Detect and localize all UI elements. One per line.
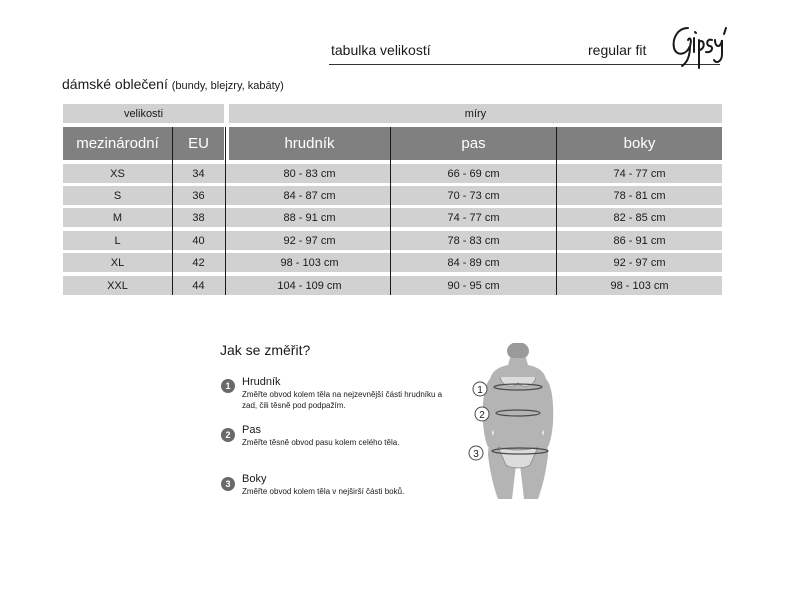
cell-size: M xyxy=(112,211,123,224)
column-separator xyxy=(390,127,391,295)
cell-size: XS xyxy=(110,167,125,180)
column-separator xyxy=(172,127,173,295)
table-row xyxy=(63,253,722,272)
step-description: Změřte obvod kolem těla na nejzevnější části hrudníku a zad, čili těsně pod podpažím. xyxy=(242,390,443,410)
cell-waist: 78 - 83 cm xyxy=(447,234,500,247)
figure-marker-2: 2 xyxy=(479,410,485,421)
cell-waist: 84 - 89 cm xyxy=(447,256,500,269)
step-name: Boky xyxy=(242,473,267,485)
cell-chest: 80 - 83 cm xyxy=(283,167,336,180)
cell-size: XXL xyxy=(107,279,128,292)
column-header-hips: boky xyxy=(557,127,722,160)
column-separator xyxy=(556,127,557,295)
column-header-international: mezinárodní xyxy=(63,127,172,160)
step-name: Hrudník xyxy=(242,376,281,388)
table-row xyxy=(63,186,722,205)
column-separator xyxy=(225,127,226,295)
cell-hips: 92 - 97 cm xyxy=(613,256,666,269)
table-row xyxy=(63,231,722,250)
cell-eu: 36 xyxy=(192,189,205,202)
cell-waist: 66 - 69 cm xyxy=(447,167,500,180)
group-header-sizes: velikosti xyxy=(63,104,224,123)
cell-hips: 74 - 77 cm xyxy=(613,167,666,180)
gipsy-logo xyxy=(668,22,728,70)
table-row xyxy=(63,276,722,295)
cell-hips: 82 - 85 cm xyxy=(613,211,666,224)
header-divider xyxy=(329,64,720,65)
step-number-badge: 3 xyxy=(221,477,235,491)
cell-waist: 70 - 73 cm xyxy=(447,189,500,202)
cell-eu: 38 xyxy=(192,211,205,224)
cell-chest: 98 - 103 cm xyxy=(280,256,339,269)
step-number-badge: 2 xyxy=(221,428,235,442)
category-note: (bundy, blejzry, kabáty) xyxy=(171,80,284,92)
page-title: tabulka velikostí xyxy=(331,42,431,58)
cell-chest: 104 - 109 cm xyxy=(277,279,342,292)
column-header-waist: pas xyxy=(391,127,556,160)
table-row xyxy=(63,164,722,183)
cell-hips: 86 - 91 cm xyxy=(613,234,666,247)
cell-chest: 92 - 97 cm xyxy=(283,234,336,247)
section-subtitle xyxy=(62,76,284,92)
column-header-chest: hrudník xyxy=(229,127,390,160)
step-description: Změřte obvod kolem těla v nejširší části boků. xyxy=(242,487,405,496)
fit-label: regular fit xyxy=(588,42,647,58)
cell-size: L xyxy=(114,234,121,247)
step-number-badge: 1 xyxy=(221,379,235,393)
body-figure-illustration xyxy=(466,343,576,503)
table-row xyxy=(63,208,722,227)
figure-marker-1: 1 xyxy=(477,385,483,396)
step-description: Změřte těsně obvod pasu kolem celého těla. xyxy=(242,438,400,447)
cell-chest: 88 - 91 cm xyxy=(283,211,336,224)
column-header-eu: EU xyxy=(173,127,224,160)
cell-eu: 42 xyxy=(192,256,205,269)
category-label: dámské oblečení xyxy=(62,76,168,92)
cell-hips: 78 - 81 cm xyxy=(613,189,666,202)
how-to-measure-title: Jak se změřit? xyxy=(220,342,311,358)
cell-waist: 74 - 77 cm xyxy=(447,211,500,224)
cell-size: XL xyxy=(110,256,125,269)
cell-eu: 40 xyxy=(192,234,205,247)
cell-chest: 84 - 87 cm xyxy=(283,189,336,202)
group-header-measures: míry xyxy=(229,104,722,123)
cell-eu: 44 xyxy=(192,279,205,292)
cell-hips: 98 - 103 cm xyxy=(610,279,669,292)
cell-waist: 90 - 95 cm xyxy=(447,279,500,292)
figure-marker-3: 3 xyxy=(473,449,479,460)
cell-eu: 34 xyxy=(192,167,205,180)
step-name: Pas xyxy=(242,424,261,436)
cell-size: S xyxy=(113,189,122,202)
